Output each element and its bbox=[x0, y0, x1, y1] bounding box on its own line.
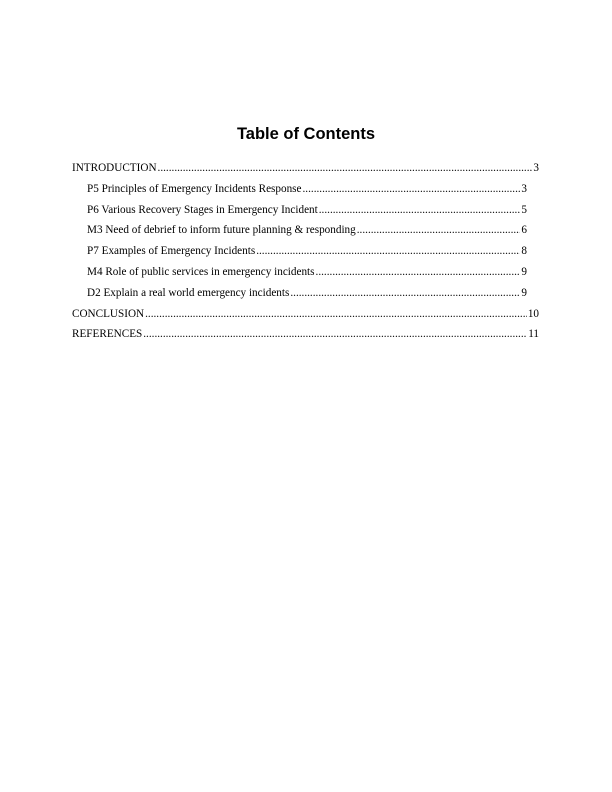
toc-entry-label: INTRODUCTION bbox=[72, 162, 157, 174]
toc-entry-label: CONCLUSION bbox=[72, 307, 145, 320]
toc-entry-d2[interactable] bbox=[87, 283, 527, 304]
toc-page-number: 11 bbox=[528, 328, 539, 341]
toc-dot-leader bbox=[316, 262, 521, 283]
toc-entry-p5[interactable] bbox=[87, 179, 527, 200]
toc-entry-label: D2 Explain a real world emergency incidents bbox=[87, 286, 290, 299]
toc-entry-m4[interactable] bbox=[87, 262, 527, 283]
toc-page-number: 3 bbox=[521, 182, 527, 195]
toc-page-number: 8 bbox=[521, 245, 527, 258]
toc-entry-references[interactable] bbox=[72, 324, 539, 345]
toc-entry-label: M3 Need of debrief to inform future planning & responding bbox=[87, 224, 356, 237]
toc-page-number: 10 bbox=[527, 307, 539, 320]
toc-entry-m3[interactable] bbox=[87, 220, 527, 241]
toc-entry-p6[interactable] bbox=[87, 200, 527, 221]
toc-entry-introduction[interactable] bbox=[72, 158, 539, 179]
toc-page-number: 6 bbox=[521, 224, 527, 237]
toc-entry-conclusion[interactable] bbox=[72, 304, 539, 325]
toc-dot-leader bbox=[290, 283, 520, 304]
toc-dot-leader bbox=[303, 179, 521, 200]
toc-entry-label: P5 Principles of Emergency Incidents Response bbox=[87, 182, 302, 195]
toc-entry-label: REFERENCES bbox=[72, 328, 143, 341]
toc-dot-leader bbox=[357, 220, 521, 241]
toc-dot-leader bbox=[256, 241, 520, 262]
toc-dot-leader bbox=[145, 304, 527, 325]
toc-dot-leader bbox=[143, 324, 527, 345]
toc-entry-label: P6 Various Recovery Stages in Emergency Incident bbox=[87, 203, 318, 216]
toc-dot-leader bbox=[158, 158, 533, 179]
toc-title: Table of Contents bbox=[236, 125, 376, 143]
toc-dot-leader bbox=[319, 200, 521, 221]
toc-page-number: 9 bbox=[521, 286, 527, 299]
toc-entry-label: M4 Role of public services in emergency incidents bbox=[87, 265, 315, 278]
toc-page-number: 3 bbox=[533, 162, 539, 174]
toc-page-number: 5 bbox=[521, 203, 527, 216]
toc-page-number: 9 bbox=[521, 265, 527, 278]
toc-entry-label: P7 Examples of Emergency Incidents bbox=[87, 245, 256, 258]
table-of-contents bbox=[72, 158, 542, 345]
toc-entry-p7[interactable] bbox=[87, 241, 527, 262]
